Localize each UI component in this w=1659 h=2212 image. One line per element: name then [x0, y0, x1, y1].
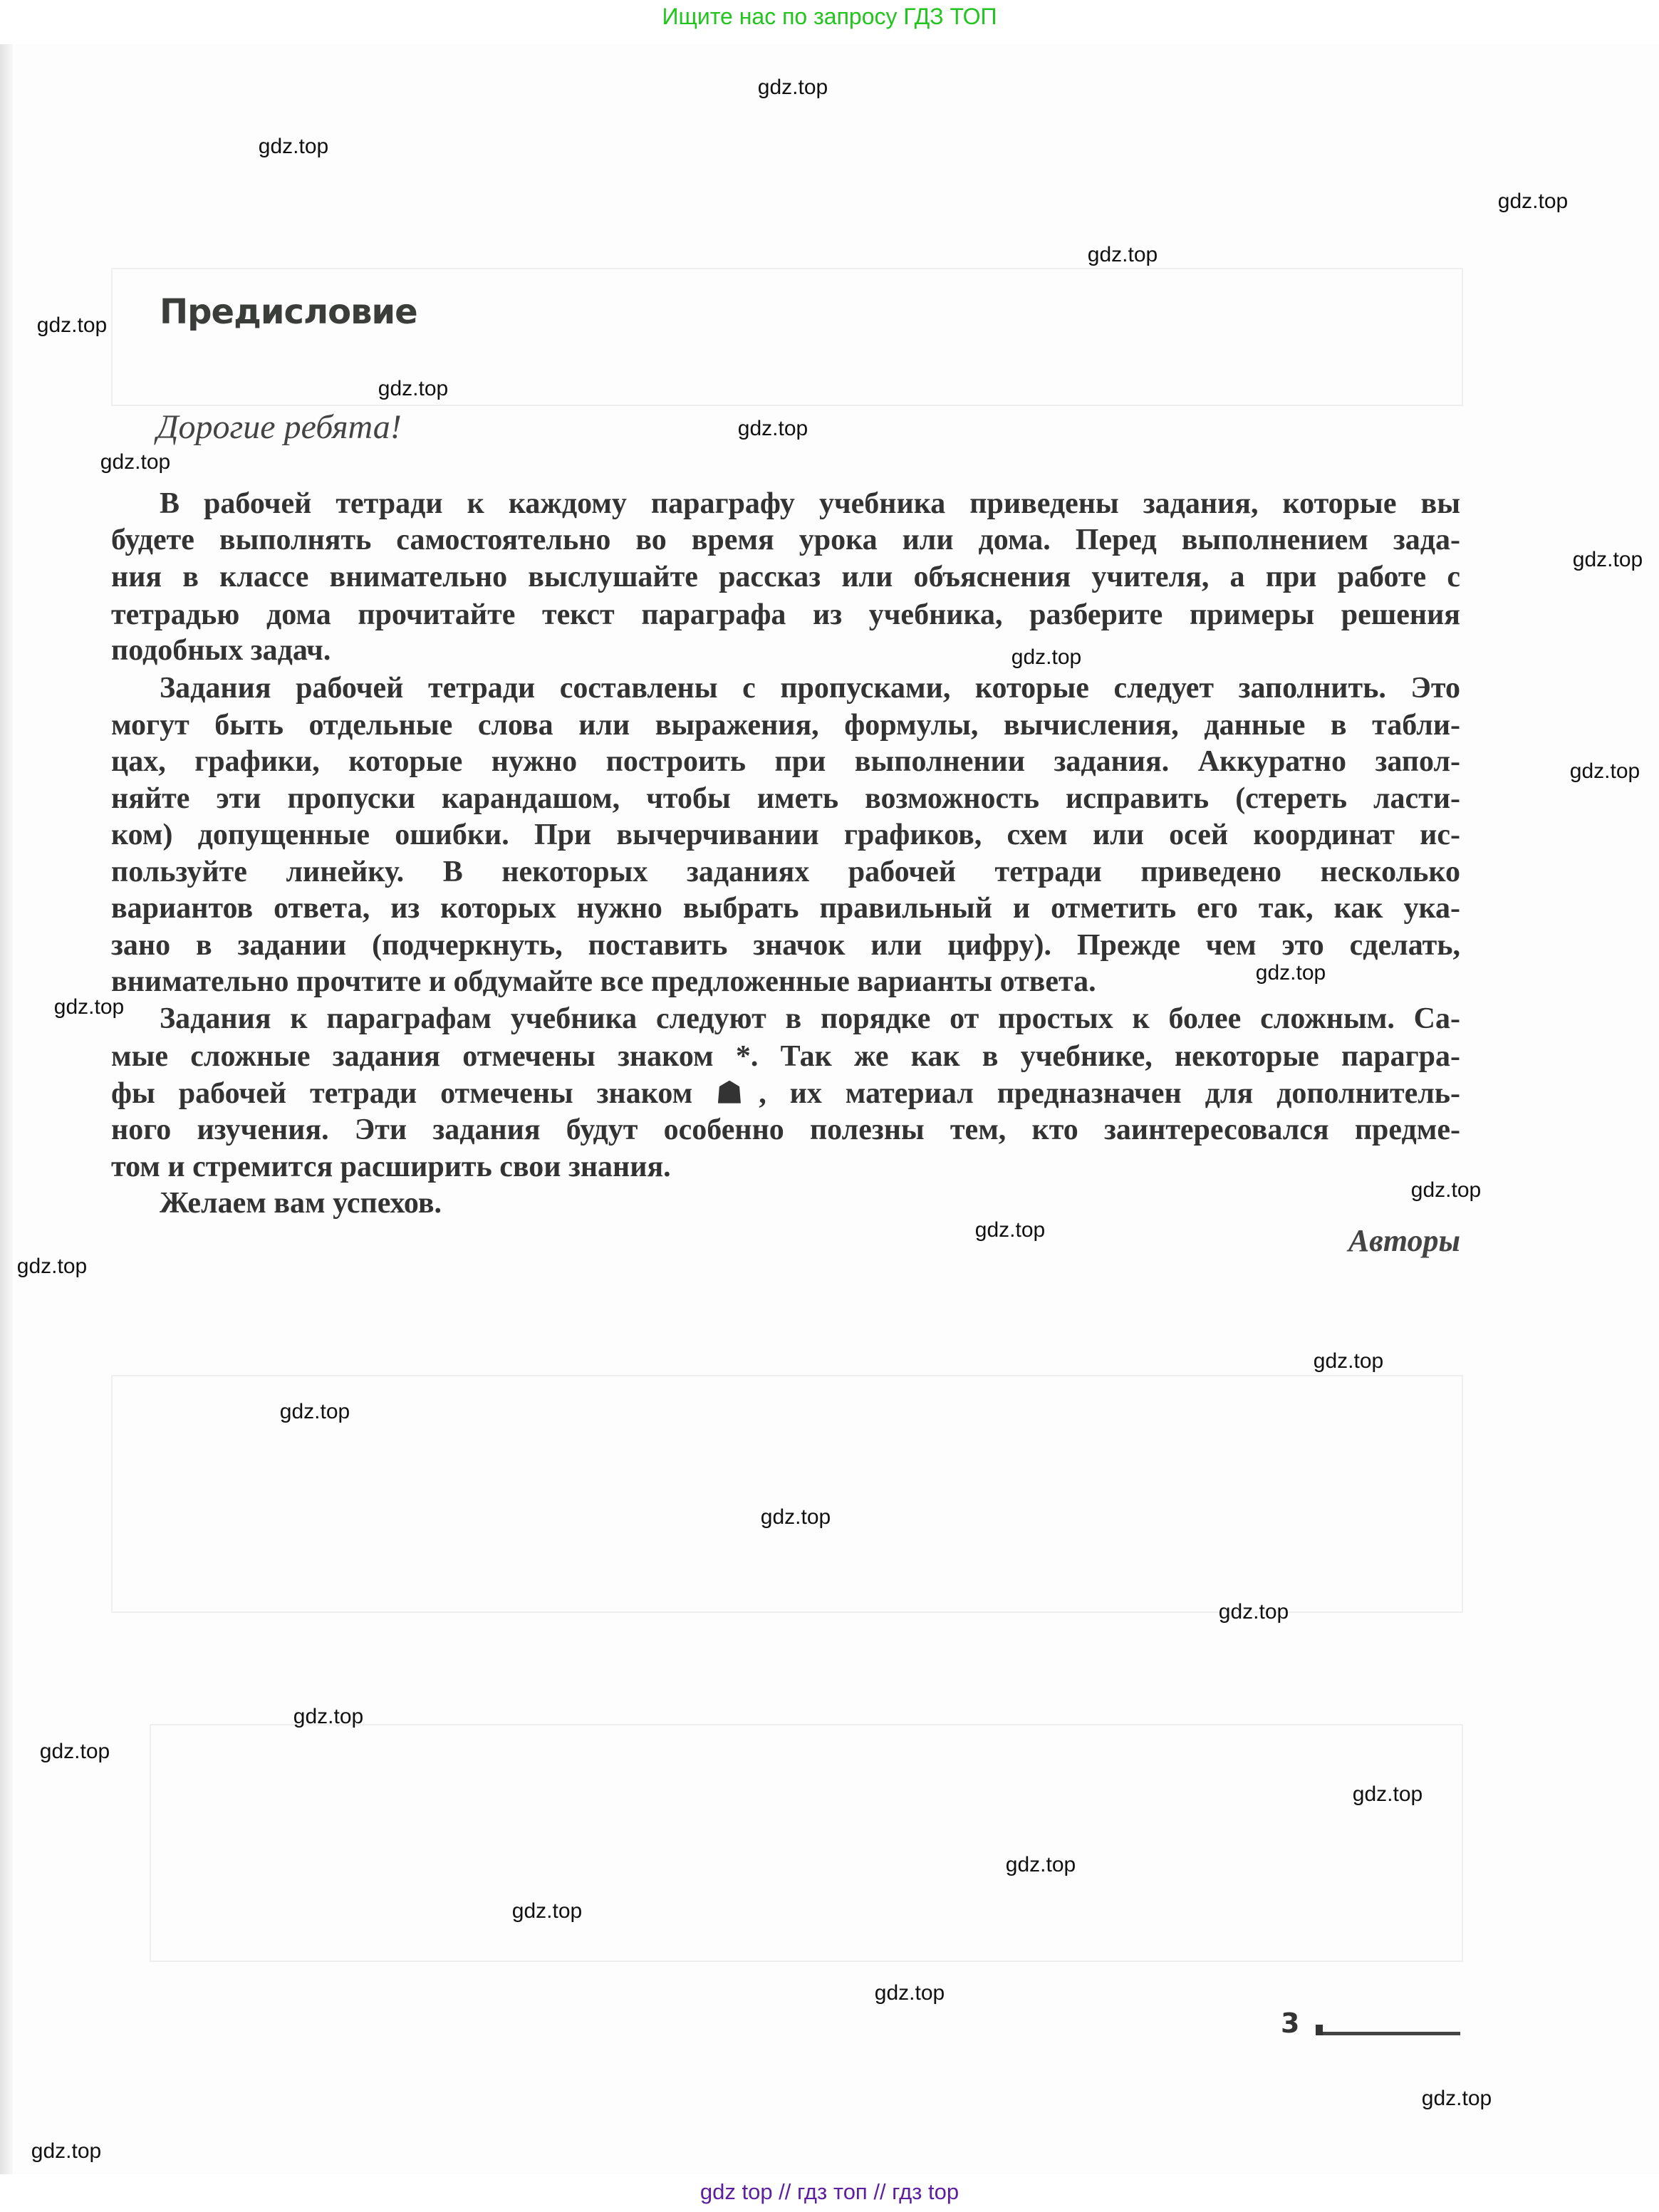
watermark: gdz.top	[1011, 645, 1082, 669]
watermark: gdz.top	[1421, 2087, 1492, 2110]
signature: Авторы	[1348, 1223, 1460, 1258]
text-line: Задания рабочей тетради составлены с пропусками, которые следует заполнить. Это	[160, 672, 1460, 705]
show-through-box	[111, 268, 1463, 406]
text-line: пользуйте линейку. В некоторых заданиях рабочей тетради приведено несколько	[111, 856, 1460, 888]
watermark: gdz.top	[1313, 1349, 1384, 1373]
greeting: Дорогие ребята!	[157, 408, 402, 446]
watermark: gdz.top	[974, 1218, 1046, 1242]
watermark: gdz.top	[737, 417, 808, 440]
watermark: gdz.top	[1218, 1600, 1289, 1624]
watermark: gdz.top	[757, 76, 828, 99]
watermark: gdz.top	[378, 377, 449, 400]
watermark: gdz.top	[1255, 961, 1326, 985]
watermark: gdz.top	[1497, 189, 1569, 213]
watermark: gdz.top	[1352, 1782, 1423, 1806]
text-line: ком) допущенные ошибки. При вычерчивании графиков, схем или осей координат ис-	[111, 819, 1460, 851]
text-line: тетрадью дома прочитайте текст параграфа из учебника, разберите примеры решения	[111, 598, 1460, 631]
text-line: няйте эти пропуски карандашом, чтобы иметь возможность исправить (стереть ласти-	[111, 782, 1460, 815]
text-line: Задания к параграфам учебника следуют в порядке от простых к более сложным. Са-	[160, 1002, 1460, 1035]
text-line: внимательно прочтите и обдумайте все предложенные варианты ответа.	[111, 965, 1096, 998]
text-line: ния в классе внимательно выслушайте рассказ или объяснения учителя, а при работе с	[111, 561, 1460, 593]
text-line: мые сложные задания отмечены знаком *. Так же как в учебнике, некоторые парагра-	[111, 1040, 1460, 1073]
watermark: gdz.top	[36, 313, 108, 337]
page-edge-shadow	[0, 44, 13, 2174]
watermark: gdz.top	[39, 1740, 110, 1763]
text-line: подобных задач.	[111, 634, 331, 667]
watermark: gdz.top	[874, 1981, 945, 2005]
text-line: зано в задании (подчеркнуть, поставить значок или цифру). Прежде чем это сделать,	[111, 929, 1460, 962]
watermark: gdz.top	[760, 1505, 831, 1529]
show-through-table	[150, 1724, 1463, 1962]
text-line: Желаем вам успехов.	[160, 1187, 442, 1220]
watermark: gdz.top	[31, 2139, 102, 2163]
watermark: gdz.top	[1410, 1178, 1482, 1202]
watermark: gdz.top	[258, 135, 329, 158]
text-line: цах, графики, которые нужно построить при выполнении задания. Аккуратно запол-	[111, 745, 1460, 778]
text-line: вариантов ответа, из которых нужно выбрать правильный и отметить его так, как ука-	[111, 892, 1460, 925]
page-number: 3	[1281, 2008, 1300, 2039]
watermark: gdz.top	[293, 1705, 364, 1728]
text-line: том и стремится расширить свои знания.	[111, 1151, 671, 1183]
watermark: gdz.top	[100, 450, 171, 474]
watermark: gdz.top	[279, 1400, 350, 1423]
watermark: gdz.top	[53, 995, 125, 1019]
text-line: В рабочей тетради к каждому параграфу учебника приведены задания, которые вы	[160, 487, 1460, 520]
watermark: gdz.top	[16, 1255, 88, 1278]
text-line: ного изучения. Эти задания будут особенно полезны тем, кто заинтересовался предме-	[111, 1113, 1460, 1146]
text-line: фы рабочей тетради отмечены знаком ☗, их материал предназначен для дополнитель-	[111, 1077, 1460, 1110]
watermark: gdz.top	[511, 1899, 583, 1923]
watermark: gdz.top	[1569, 759, 1640, 783]
watermark: gdz.top	[1005, 1853, 1076, 1876]
page-title: Предисловие	[160, 292, 417, 332]
text-line: могут быть отдельные слова или выражения, формулы, вычисления, данные в табли-	[111, 709, 1460, 742]
search-banner[interactable]: Ищите нас по запросу ГДЗ ТОП	[662, 4, 997, 29]
footer-links[interactable]: gdz top // гдз топ // гдз top	[700, 2179, 959, 2204]
watermark: gdz.top	[1572, 548, 1643, 571]
watermark: gdz.top	[1087, 243, 1158, 266]
text-line: будете выполнять самостоятельно во время урока или дома. Перед выполнением зада-	[111, 524, 1460, 556]
page-number-rule	[1316, 2032, 1460, 2035]
